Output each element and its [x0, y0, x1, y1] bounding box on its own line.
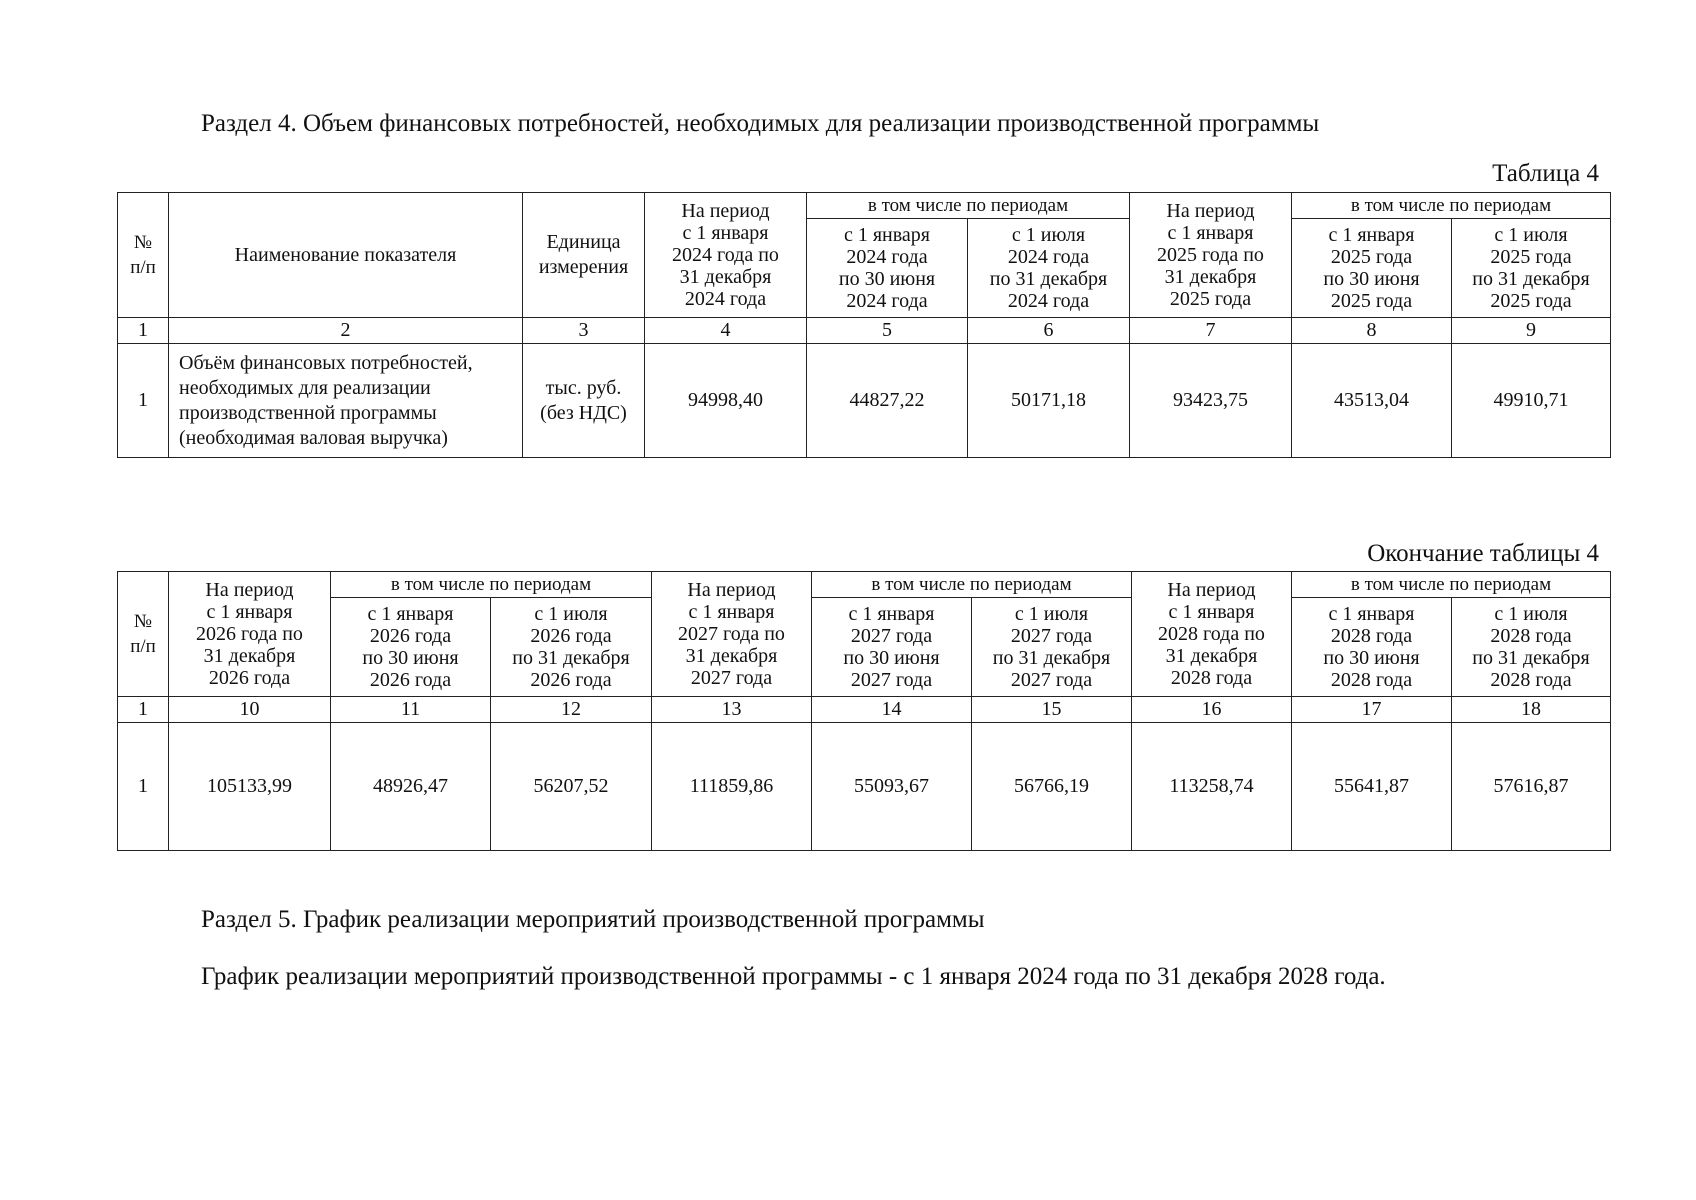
value-period-2026: 105133,99 [169, 723, 331, 851]
table-4-end [117, 571, 1611, 851]
column-number: 8 [1292, 318, 1452, 344]
header-h1-2025: с 1 января 2025 года по 30 июня 2025 года [1292, 219, 1452, 318]
column-number: 4 [645, 318, 807, 344]
table-row [118, 344, 1611, 458]
header-period-2026: На период с 1 января 2026 года по 31 декабря 2026 года [169, 572, 331, 697]
value-h2-2026: 56207,52 [491, 723, 652, 851]
column-number: 14 [812, 697, 972, 723]
value-h1-2028: 55641,87 [1292, 723, 1452, 851]
header-period-2027: На период с 1 января 2027 года по 31 декабря 2027 года [652, 572, 812, 697]
value-period-2024: 94998,40 [645, 344, 807, 458]
value-h2-2027: 56766,19 [972, 723, 1132, 851]
header-h2-2027: с 1 июля 2027 года по 31 декабря 2027 года [972, 598, 1132, 697]
header-h1-2026: с 1 января 2026 года по 30 июня 2026 года [331, 598, 491, 697]
value-period-2028: 113258,74 [1132, 723, 1292, 851]
header-h2-2026: с 1 июля 2026 года по 31 декабря 2026 года [491, 598, 652, 697]
value-h1-2027: 55093,67 [812, 723, 972, 851]
column-number: 1 [118, 318, 169, 344]
value-h2-2028: 57616,87 [1452, 723, 1611, 851]
column-number: 17 [1292, 697, 1452, 723]
row-no: 1 [118, 723, 169, 851]
column-number: 5 [807, 318, 968, 344]
value-period-2027: 111859,86 [652, 723, 812, 851]
header-period-2025: На период с 1 января 2025 года по 31 декабря 2025 года [1130, 193, 1292, 318]
header-subperiods-2026: в том числе по периодам [331, 572, 652, 598]
section-4-title: Раздел 4. Объем финансовых потребностей, необходимых для реализации производственной программы [201, 110, 1320, 137]
column-number: 11 [331, 697, 491, 723]
column-number: 2 [169, 318, 523, 344]
header-subperiods-2024: в том числе по периодам [807, 193, 1130, 219]
header-h1-2027: с 1 января 2027 года по 30 июня 2027 года [812, 598, 972, 697]
header-indicator-name: Наименование показателя [169, 193, 523, 318]
table-row [118, 723, 1611, 851]
header-h1-2028: с 1 января 2028 года по 30 июня 2028 года [1292, 598, 1452, 697]
column-number: 16 [1132, 697, 1292, 723]
value-h1-2026: 48926,47 [331, 723, 491, 851]
row-no: 1 [118, 344, 169, 458]
value-h1-2025: 43513,04 [1292, 344, 1452, 458]
column-number: 3 [523, 318, 645, 344]
column-number: 15 [972, 697, 1132, 723]
table-4-caption: Таблица 4 [1492, 160, 1599, 187]
table-4-end-caption: Окончание таблицы 4 [1367, 540, 1599, 567]
column-number: 10 [169, 697, 331, 723]
value-period-2025: 93423,75 [1130, 344, 1292, 458]
column-number: 9 [1452, 318, 1611, 344]
header-no: № п/п [118, 193, 169, 318]
row-unit: тыс. руб. (без НДС) [523, 344, 645, 458]
value-h2-2025: 49910,71 [1452, 344, 1611, 458]
header-h1-2024: с 1 января 2024 года по 30 июня 2024 года [807, 219, 968, 318]
row-indicator-name: Объём финансовых потребностей, необходимых для реализации производственной программы (необходимая валовая выручка) [169, 344, 523, 458]
column-number: 18 [1452, 697, 1611, 723]
header-h2-2028: с 1 июля 2028 года по 31 декабря 2028 года [1452, 598, 1611, 697]
section-5-text: График реализации мероприятий производственной программы - с 1 января 2024 года по 31 декабря 2028 года. [201, 963, 1386, 990]
header-h2-2024: с 1 июля 2024 года по 31 декабря 2024 года [968, 219, 1130, 318]
header-h2-2025: с 1 июля 2025 года по 31 декабря 2025 года [1452, 219, 1611, 318]
header-subperiods-2028: в том числе по периодам [1292, 572, 1611, 598]
header-unit: Единица измерения [523, 193, 645, 318]
column-number: 12 [491, 697, 652, 723]
value-h2-2024: 50171,18 [968, 344, 1130, 458]
section-5-title: Раздел 5. График реализации мероприятий производственной программы [201, 906, 985, 933]
header-period-2024: На период с 1 января 2024 года по 31 декабря 2024 года [645, 193, 807, 318]
header-period-2028: На период с 1 января 2028 года по 31 декабря 2028 года [1132, 572, 1292, 697]
column-numbers-row [118, 697, 1611, 723]
header-no: № п/п [118, 572, 169, 697]
column-numbers-row [118, 318, 1611, 344]
column-number: 6 [968, 318, 1130, 344]
column-number: 7 [1130, 318, 1292, 344]
table-4 [117, 192, 1611, 458]
column-number: 13 [652, 697, 812, 723]
header-subperiods-2027: в том числе по периодам [812, 572, 1132, 598]
value-h1-2024: 44827,22 [807, 344, 968, 458]
column-number: 1 [118, 697, 169, 723]
header-subperiods-2025: в том числе по периодам [1292, 193, 1611, 219]
